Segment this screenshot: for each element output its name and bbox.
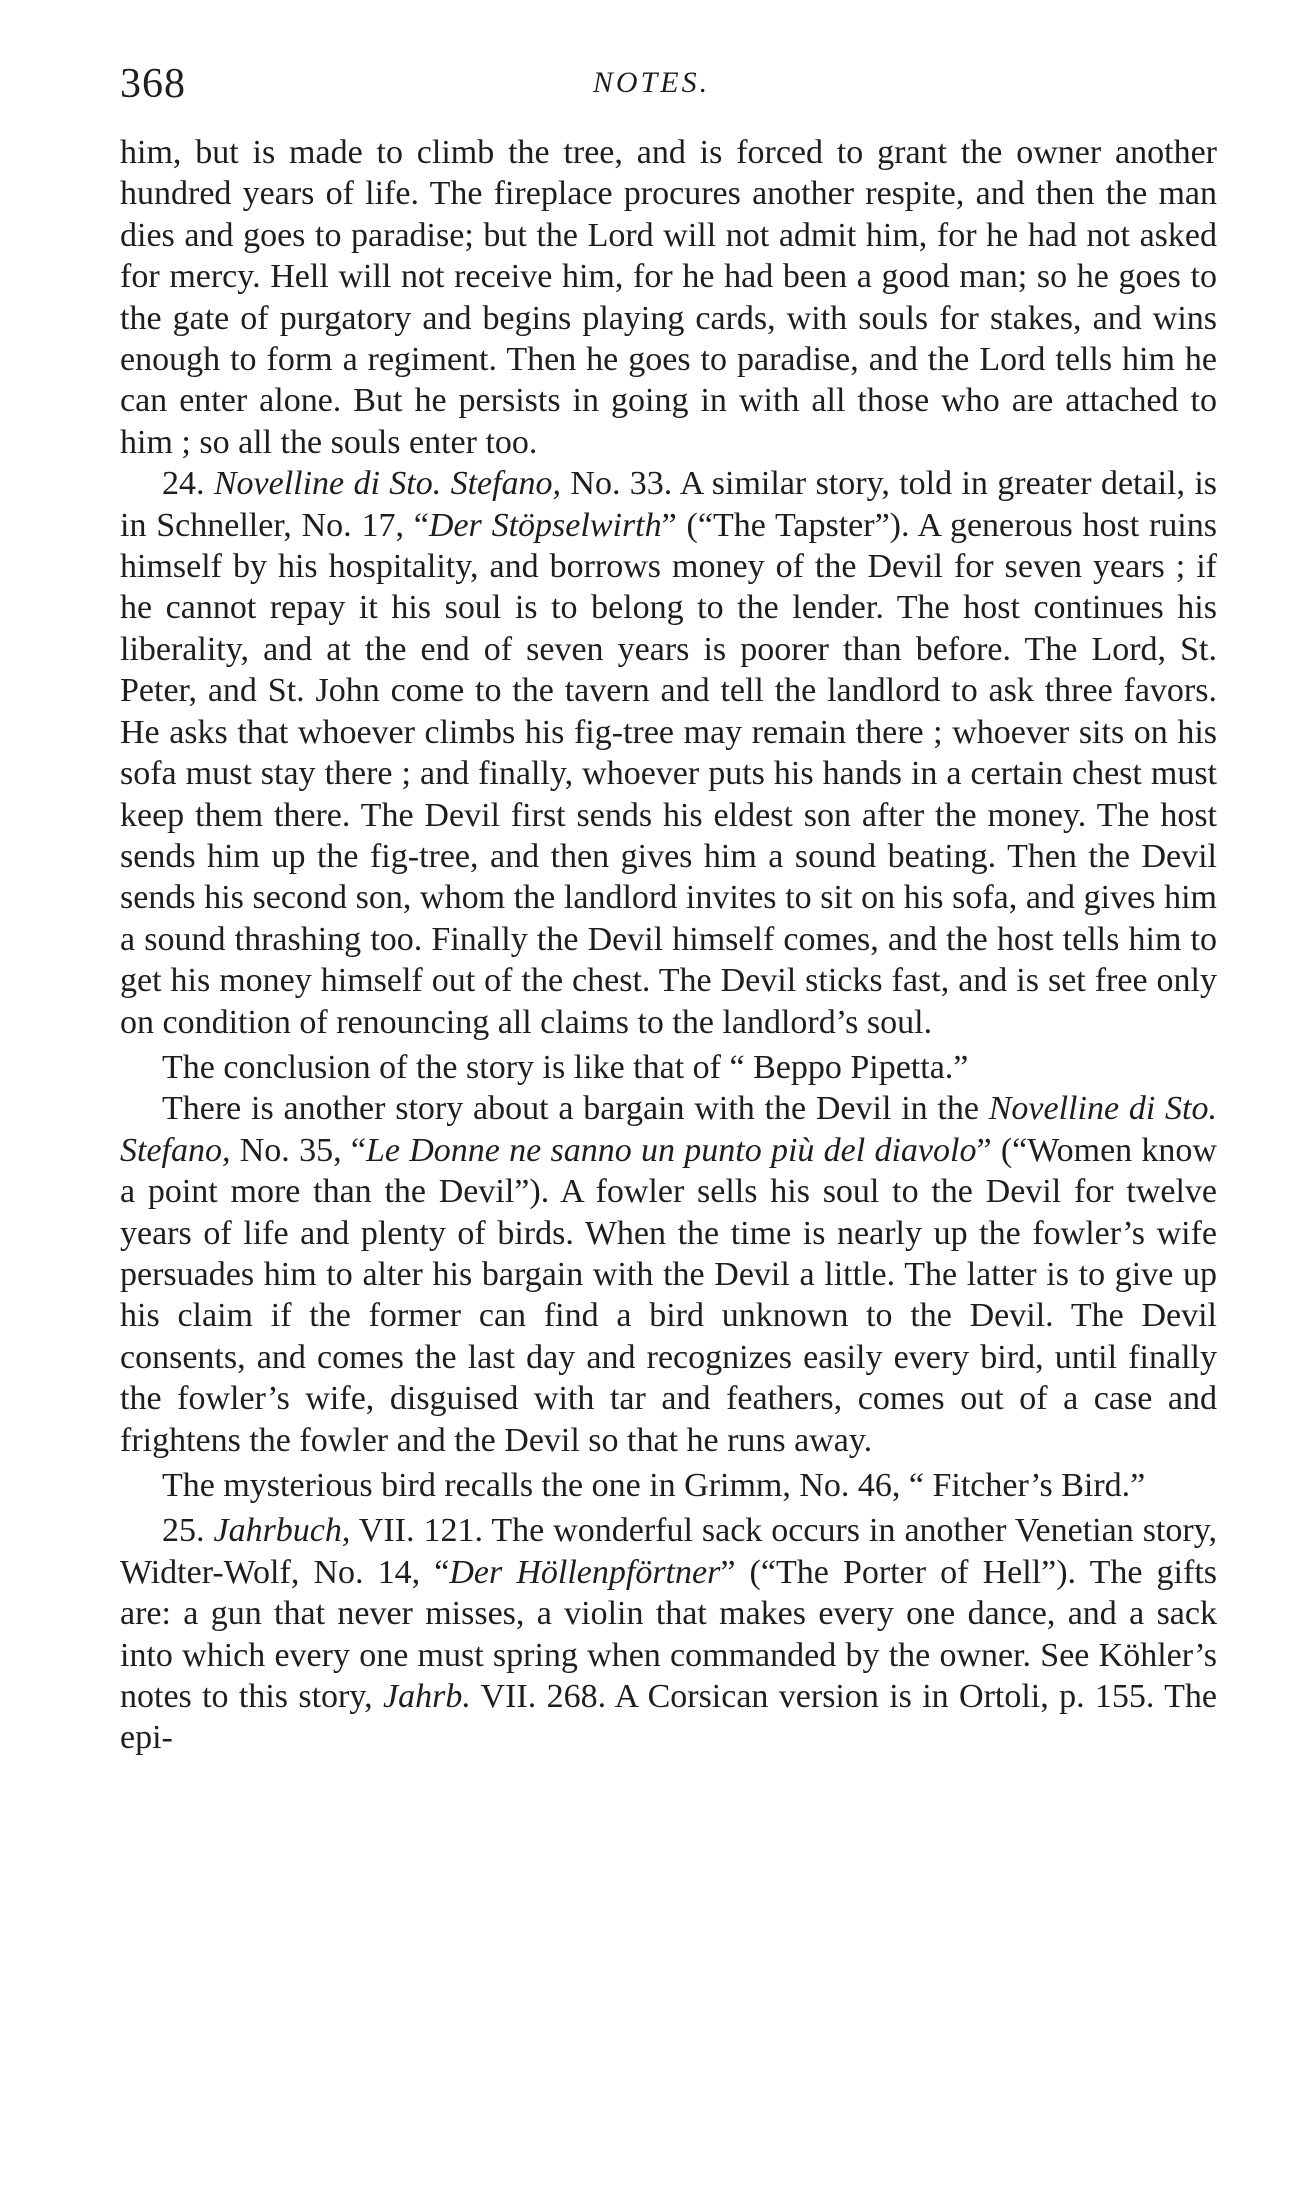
source-title: Jahrbuch, [213,1512,351,1550]
paragraph-text: No. 35, “ [230,1131,366,1169]
paragraph-text: No. 33. A similar story, told in greater detail, is in Schneller, No. 17, “ [120,465,1217,544]
running-head [0,60,1303,110]
note-number: 25. [162,1512,205,1550]
paragraph-text: VII. 121. The wonderful sack occurs in another Venetian story, Widter-Wolf, No. 14, “ [120,1512,1217,1591]
note-number: 24. [162,465,205,503]
paragraph-text: ” (“The Tapster”). A generous host ruins himself by his hospitality, and borrows money of the Devil for seven years ; if he cannot repay it his soul is to belong to the lender. The host continues his liberality, and at the end of seven years is poorer than before. The Lord, St. Peter, and St. John come to the tavern and tell the landlord to ask three favors. He asks that whoever climbs his fig-tree may remain there ; whoever sits on his sofa must stay there ; and finally, whoever puts his hands in a certain chest must keep them there. The Devil first sends his eldest son after the money. The host sends him up the fig-tree, and then gives him a sound beating. Then the Devil sends his second son, whom the landlord invites to sit on his sofa, and gives him a sound thrashing too. Finally the Devil himself comes, and the host tells him to get his money himself out of the chest. The Devil sticks fast, and is set free only on condition of renouncing all claims to the landlord’s soul. [120,506,1217,1041]
page-header: NOTES. [592,66,711,99]
source-title: Novelline di Sto. Stefano, [213,465,562,503]
body-text [120,132,1217,1759]
tale-title: Der Stöpselwirth [428,506,662,544]
page-number: 368 [120,61,186,107]
tale-title: Le Donne ne sanno un punto più del diavolo [365,1131,977,1169]
source-title: Novelline di Sto. Stefano, [120,1090,1217,1169]
note-25-paragraph [120,1510,1217,1758]
paragraph-text: ” (“Women know a point more than the Devil”). A fowler sells his soul to the Devil for twelve years of life and plenty of birds. When the time is nearly up the fowler’s wife persuades him to alter his bargain with the Devil a little. The latter is to give up his claim if the former can find a bird unknown to the Devil. The Devil consents, and comes the last day and recognizes easily every bird, until finally the fowler’s wife, disguised with tar and feathers, comes out of a case and frightens the fowler and the Devil so that he runs away. [120,1131,1217,1459]
conclusion-paragraph [120,1047,1217,1088]
paragraph-continuation [120,132,1217,463]
paragraph-text: VII. 268. A Corsican version is in Ortoli, p. 155. The epi- [120,1678,1217,1757]
note-24-paragraph [120,463,1217,1043]
paragraph-text: The mysterious bird recalls the one in Grimm, No. 46, “ Fitcher’s Bird.” [162,1467,1146,1504]
fowler-story-paragraph [120,1088,1217,1461]
bird-paragraph [120,1465,1217,1506]
source-title: Jahrb. [383,1678,471,1716]
paragraph-text: There is another story about a bargain with the Devil in the [162,1090,989,1128]
tale-title: Der Höllenpförtner [449,1553,721,1591]
paragraph-text: The conclusion of the story is like that of “ Beppo Pipetta.” [162,1048,969,1086]
paragraph-text: ” (“The Porter of Hell”). The gifts are: a gun that never misses, a violin that makes every one dance, and a sack into which every one must spring when commanded by the owner. See Köhler’s notes to this story, [120,1553,1217,1716]
paragraph-text: him, but is made to climb the tree, and is forced to grant the owner another hundred years of life. The fireplace procures another respite, and then the man dies and goes to paradise; but the Lord will not admit him, for he had not asked for mercy. Hell will not receive him, for he had been a good man; so he goes to the gate of purgatory and begins playing cards, with souls for stakes, and wins enough to form a regiment. Then he goes to paradise, and the Lord tells him he can enter alone. But he persists in going in with all those who are attached to him ; so all the souls enter too. [120,134,1217,461]
